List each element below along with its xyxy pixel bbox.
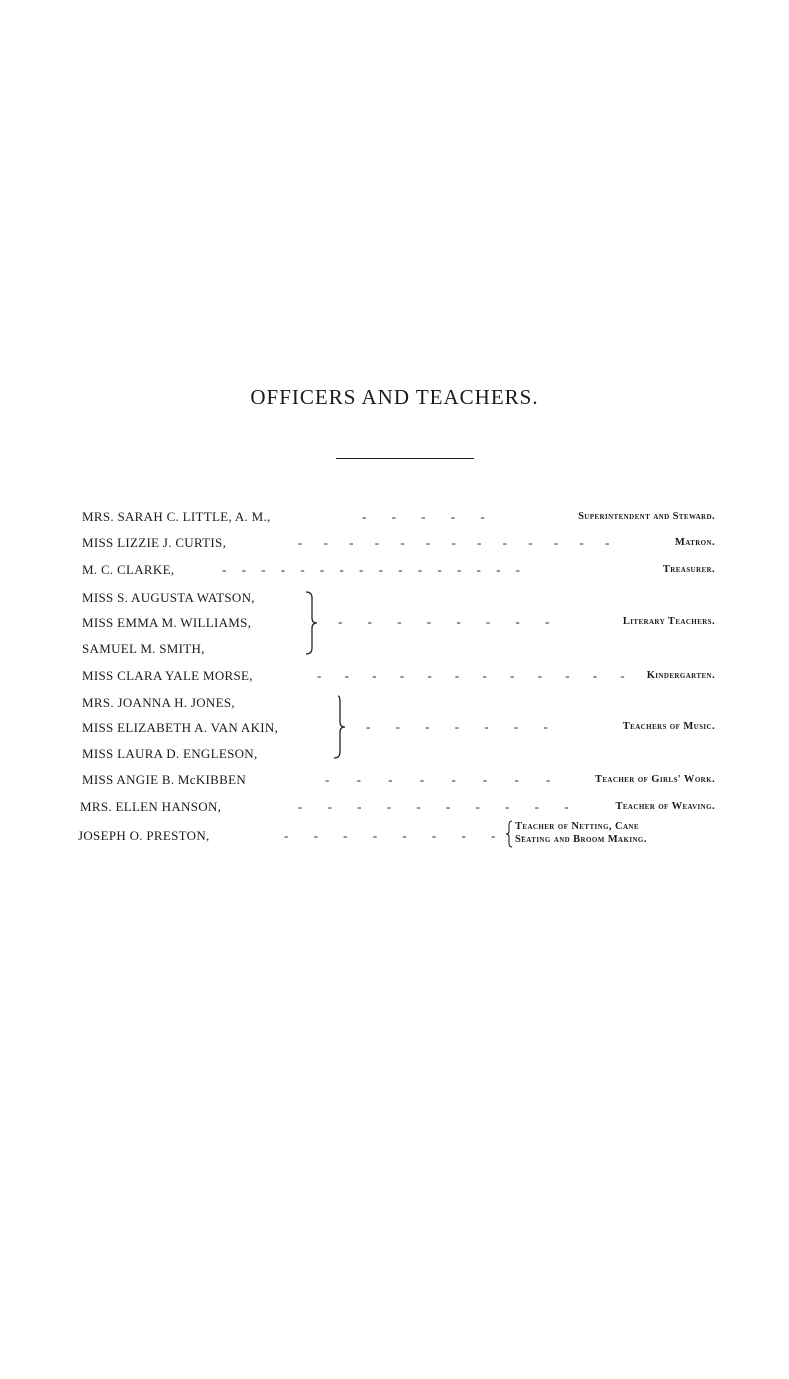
officer-role: Matron. — [674, 537, 715, 548]
dot-leader: - - - - - - - - - - - - - - - - — [222, 562, 521, 577]
officer-name: MISS LIZZIE J. CURTIS, — [82, 535, 227, 550]
role-brace-icon — [505, 820, 513, 848]
officer-role: Superintendent and Steward. — [578, 511, 715, 522]
officer-name: MISS CLARA YALE MORSE, — [82, 668, 253, 683]
officer-name: MISS EMMA M. WILLIAMS, — [82, 615, 252, 630]
dot-leader: - - - - - - - — [366, 719, 548, 734]
officer-role: Teachers of Music. — [622, 721, 715, 732]
officer-name: MISS S. AUGUSTA WATSON, — [82, 590, 255, 605]
dot-leader: - - - - - — [362, 509, 485, 524]
officer-name: MISS ANGIE B. McKIBBEN — [82, 772, 247, 787]
officer-name: JOSEPH O. PRESTON, — [78, 828, 210, 843]
officer-role: Treasurer. — [662, 564, 715, 575]
page-title: OFFICERS AND TEACHERS. — [250, 385, 539, 409]
officer-role: Teacher of Weaving. — [615, 801, 715, 812]
officer-role: Teacher of Girls' Work. — [594, 774, 715, 785]
group-brace-icon — [332, 694, 346, 760]
officer-role: Teacher of Netting, Cane — [515, 821, 639, 832]
officer-role: Kindergarten. — [646, 670, 715, 681]
officer-name: MRS. JOANNA H. JONES, — [82, 695, 235, 710]
officer-name: MISS LAURA D. ENGLESON, — [82, 746, 258, 761]
officer-name: SAMUEL M. SMITH, — [82, 641, 205, 656]
group-brace-icon — [304, 590, 318, 656]
officer-name: MRS. SARAH C. LITTLE, A. M., — [82, 509, 271, 524]
dot-leader: - - - - - - - - - - - - - — [298, 535, 610, 550]
title-rule — [336, 458, 474, 459]
officer-role: Literary Teachers. — [622, 616, 715, 627]
dot-leader: - - - - - - - - - - — [298, 799, 569, 814]
officer-name: M. C. CLARKE, — [82, 562, 175, 577]
officer-role: Seating and Broom Making. — [515, 834, 647, 845]
dot-leader: - - - - - - - - — [338, 614, 550, 629]
dot-leader: - - - - - - - - — [325, 772, 551, 787]
officer-name: MRS. ELLEN HANSON, — [80, 799, 222, 814]
officer-name: MISS ELIZABETH A. VAN AKIN, — [82, 720, 279, 735]
dot-leader: - - - - - - - - - — [284, 828, 525, 843]
dot-leader: - - - - - - - - - - - - — [317, 668, 625, 683]
